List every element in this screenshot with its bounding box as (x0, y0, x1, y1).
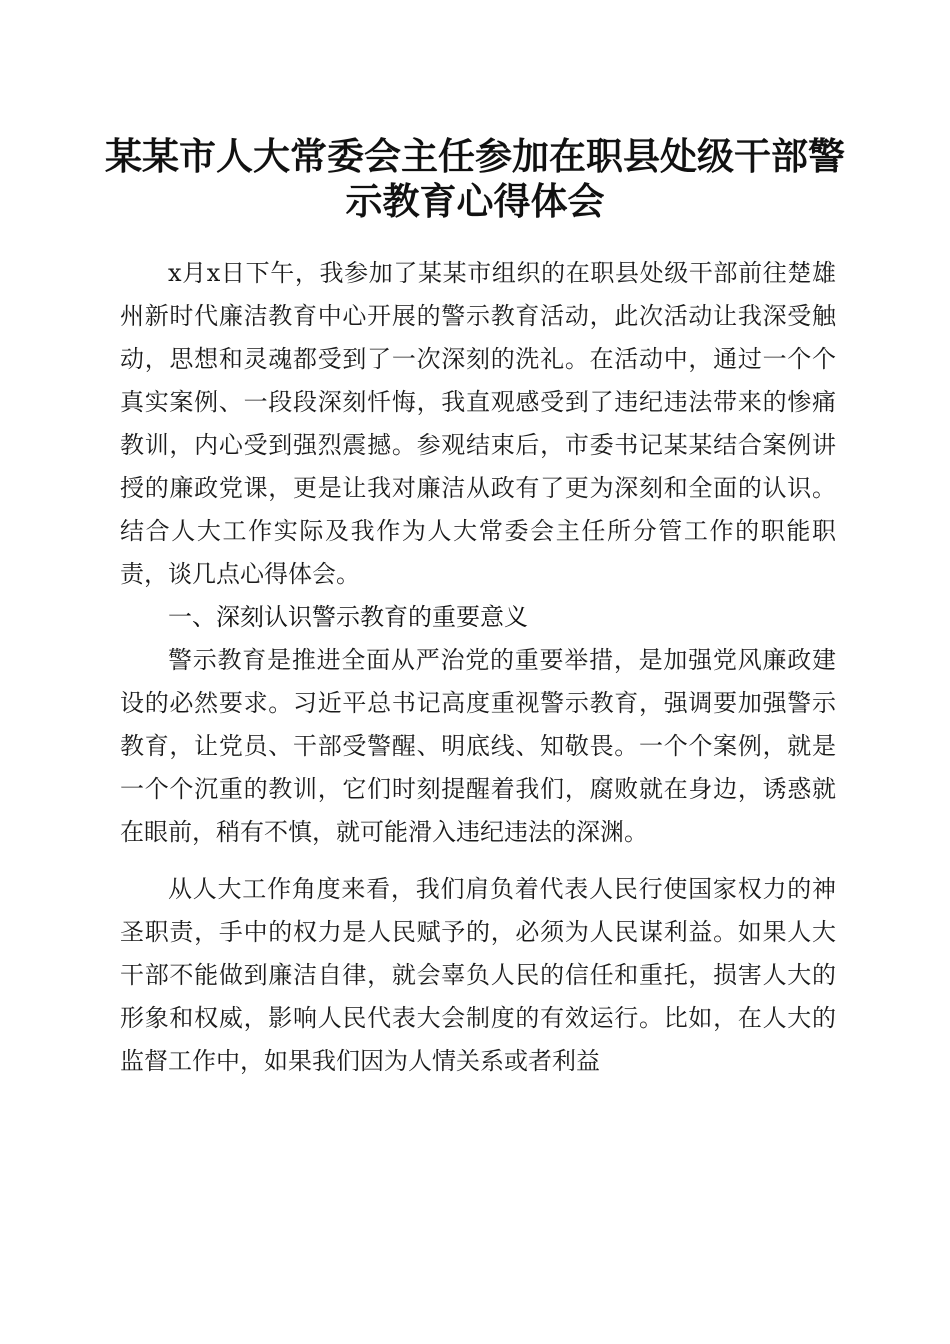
paragraph-people-congress: 从人大工作角度来看，我们肩负着代表人民行使国家权力的神圣职责，手中的权力是人民赋予的，必须为人民谋利益。如果人大干部不能做到廉洁自律，就会辜负人民的信任和重托，损害人大的形象和权威，影响人民代表大会制度的有效运行。比如，在人大的监督工作中，如果我们因为人情关系或者利益 (120, 875, 836, 1075)
section-heading-1: 一、深刻认识警示教育的重要意义 (168, 603, 528, 631)
document-title: 某某市人大常委会主任参加在职县处级干部警示教育心得体会 (105, 134, 845, 223)
paragraph-significance: 警示教育是推进全面从严治党的重要举措，是加强党风廉政建设的必然要求。习近平总书记高度重视警示教育，强调要加强警示教育，让党员、干部受警醒、明底线、知敬畏。一个个案例，就是一个个沉重的教训，它们时刻提醒着我们，腐败就在身边，诱惑就在眼前，稍有不慎，就可能滑入违纪违法的深渊。 (120, 646, 836, 846)
paragraph-intro: x月x日下午，我参加了某某市组织的在职县处级干部前往楚雄州新时代廉洁教育中心开展的警示教育活动，此次活动让我深受触动，思想和灵魂都受到了一次深刻的洗礼。在活动中，通过一个个真实案例、一段段深刻忏悔，我直观感受到了违纪违法带来的惨痛教训，内心受到强烈震撼。参观结束后，市委书记某某结合案例讲授的廉政党课，更是让我对廉洁从政有了更为深刻和全面的认识。结合人大工作实际及我作为人大常委会主任所分管工作的职能职责，谈几点心得体会。 (120, 259, 836, 588)
document-body (120, 252, 836, 1083)
